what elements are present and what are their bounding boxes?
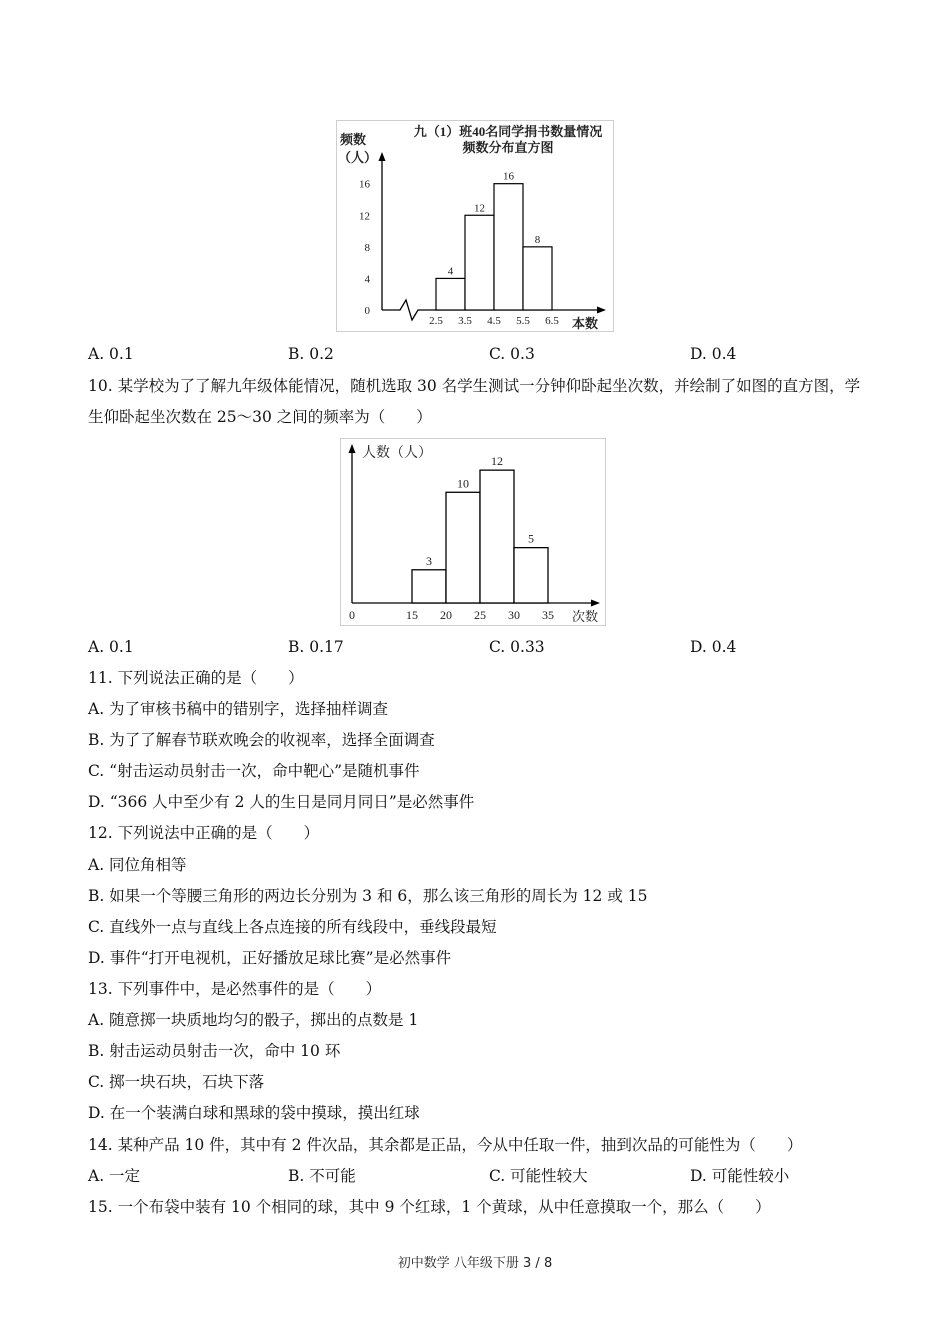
page-footer: 初中数学 八年级下册 3 / 8 xyxy=(397,1256,553,1271)
chart1-title-line1: 九（1）班40名同学捐书数量情况 xyxy=(413,124,603,139)
chart1-ytick-label: 8 xyxy=(364,241,370,254)
chart1-bar xyxy=(465,215,494,310)
q14-option-b: B. 不可能 xyxy=(288,1167,356,1185)
q10-option-d: D. 0.4 xyxy=(690,638,737,656)
q13-choice-c: C. 掷一块石块，石块下落 xyxy=(88,1073,265,1091)
q11-choice-a: A. 为了审核书稿中的错别字，选择抽样调查 xyxy=(88,700,389,718)
chart2-xtick-label: 35 xyxy=(542,608,554,622)
q10-option-b: B. 0.17 xyxy=(288,638,344,656)
q12-choice-c: C. 直线外一点与直线上各点连接的所有线段中，垂线段最短 xyxy=(88,918,497,936)
chart2-xlabel: 次数 xyxy=(572,609,599,624)
chart1-ytick-label: 0 xyxy=(364,305,370,317)
situp-histogram xyxy=(340,438,606,626)
chart2-xtick-label: 30 xyxy=(508,608,520,622)
chart1-bar xyxy=(436,278,465,310)
chart2-bar xyxy=(480,470,514,603)
chart1-xtick-label: 2.5 xyxy=(429,315,443,327)
q9-option-b: B. 0.2 xyxy=(288,345,334,363)
chart1-bar-value-label: 4 xyxy=(447,265,454,278)
chart1-bar-value-label: 8 xyxy=(534,233,541,246)
chart2-bar-value-label: 10 xyxy=(457,476,469,491)
q14-option-d: D. 可能性较小 xyxy=(690,1167,790,1185)
q10-option-c: C. 0.33 xyxy=(489,638,545,656)
q9-option-c: C. 0.3 xyxy=(489,345,535,363)
q13-choice-d: D. 在一个装满白球和黑球的袋中摸球，摸出红球 xyxy=(88,1104,420,1122)
chart2-ylabel: 人数（人） xyxy=(362,446,432,461)
chart1-xtick-label: 3.5 xyxy=(458,315,472,327)
q13-choice-b: B. 射击运动员射击一次，命中 10 环 xyxy=(88,1042,341,1060)
chart2-bar xyxy=(446,492,480,603)
chart1-bar-value-label: 12 xyxy=(474,202,485,215)
q10-stem: 10. 某学校为了了解九年级体能情况，随机选取 30 名学生测试一分钟仰卧起坐次数，并绘制了如图的直方图，学生仰卧起坐次数在 25～30 之间的频率为（ ） xyxy=(88,377,861,426)
q11-choice-b: B. 为了了解春节联欢晚会的收视率，选择全面调查 xyxy=(88,731,435,749)
chart1-bar xyxy=(523,247,552,310)
q9-option-d: D. 0.4 xyxy=(690,345,737,363)
chart1-bar-value-label: 16 xyxy=(503,170,514,183)
chart1-xlabel: 本数 xyxy=(572,316,599,331)
chart2-bar-value-label: 5 xyxy=(528,531,534,546)
q12-choice-b: B. 如果一个等腰三角形的两边长分别为 3 和 6，那么该三角形的周长为 12 或 15 xyxy=(88,887,648,905)
q10-option-a: A. 0.1 xyxy=(88,638,134,656)
chart1-ytick-label: 4 xyxy=(364,273,370,286)
chart2-xtick-label: 25 xyxy=(474,608,486,622)
q15-stem: 15. 一个布袋中装有 10 个相同的球，其中 9 个红球，1 个黄球，从中任意摸取一个，那么（ ） xyxy=(88,1198,771,1216)
chart1-ylabel-line2: （人） xyxy=(338,150,378,165)
chart1-xtick-label: 4.5 xyxy=(487,315,501,327)
chart1-ytick-label: 12 xyxy=(359,210,370,223)
chart2-bar xyxy=(514,548,548,603)
chart2-xtick-label: 15 xyxy=(406,608,418,622)
chart1-ylabel-line1: 频数 xyxy=(340,132,367,147)
q13-stem: 13. 下列事件中，是必然事件的是（ ） xyxy=(88,980,382,998)
q14-option-c: C. 可能性较大 xyxy=(489,1167,588,1185)
q11-stem: 11. 下列说法正确的是（ ） xyxy=(88,669,304,687)
q14-option-a: A. 一定 xyxy=(88,1167,141,1185)
chart1-ytick-label: 16 xyxy=(359,178,370,191)
q12-choice-a: A. 同位角相等 xyxy=(88,856,187,874)
chart2-bar-value-label: 12 xyxy=(491,454,503,469)
chart2-xtick-label: 0 xyxy=(349,608,355,622)
q14-stem: 14. 某种产品 10 件，其中有 2 件次品，其余都是正品，今从中任取一件，抽到次品的可能性为（ ） xyxy=(88,1136,803,1154)
book-donation-histogram xyxy=(336,120,614,332)
chart1-xtick-label: 6.5 xyxy=(545,315,559,327)
chart2-xtick-label: 20 xyxy=(440,608,452,622)
chart2-bar-value-label: 3 xyxy=(426,553,432,568)
q9-option-a: A. 0.1 xyxy=(88,345,134,363)
q11-choice-d: D. “366 人中至少有 2 人的生日是同月同日”是必然事件 xyxy=(88,793,475,811)
chart1-title-line2: 频数分布直方图 xyxy=(462,140,554,155)
q12-choice-d: D. 事件“打开电视机，正好播放足球比赛”是必然事件 xyxy=(88,949,452,967)
q12-stem: 12. 下列说法中正确的是（ ） xyxy=(88,824,320,842)
q11-choice-c: C. “射击运动员射击一次，命中靶心”是随机事件 xyxy=(88,762,420,780)
chart1-xtick-label: 5.5 xyxy=(516,315,530,327)
q13-choice-a: A. 随意掷一块质地均匀的骰子，掷出的点数是 1 xyxy=(88,1011,419,1029)
chart2-bar xyxy=(412,570,446,603)
chart1-bar xyxy=(494,184,523,310)
